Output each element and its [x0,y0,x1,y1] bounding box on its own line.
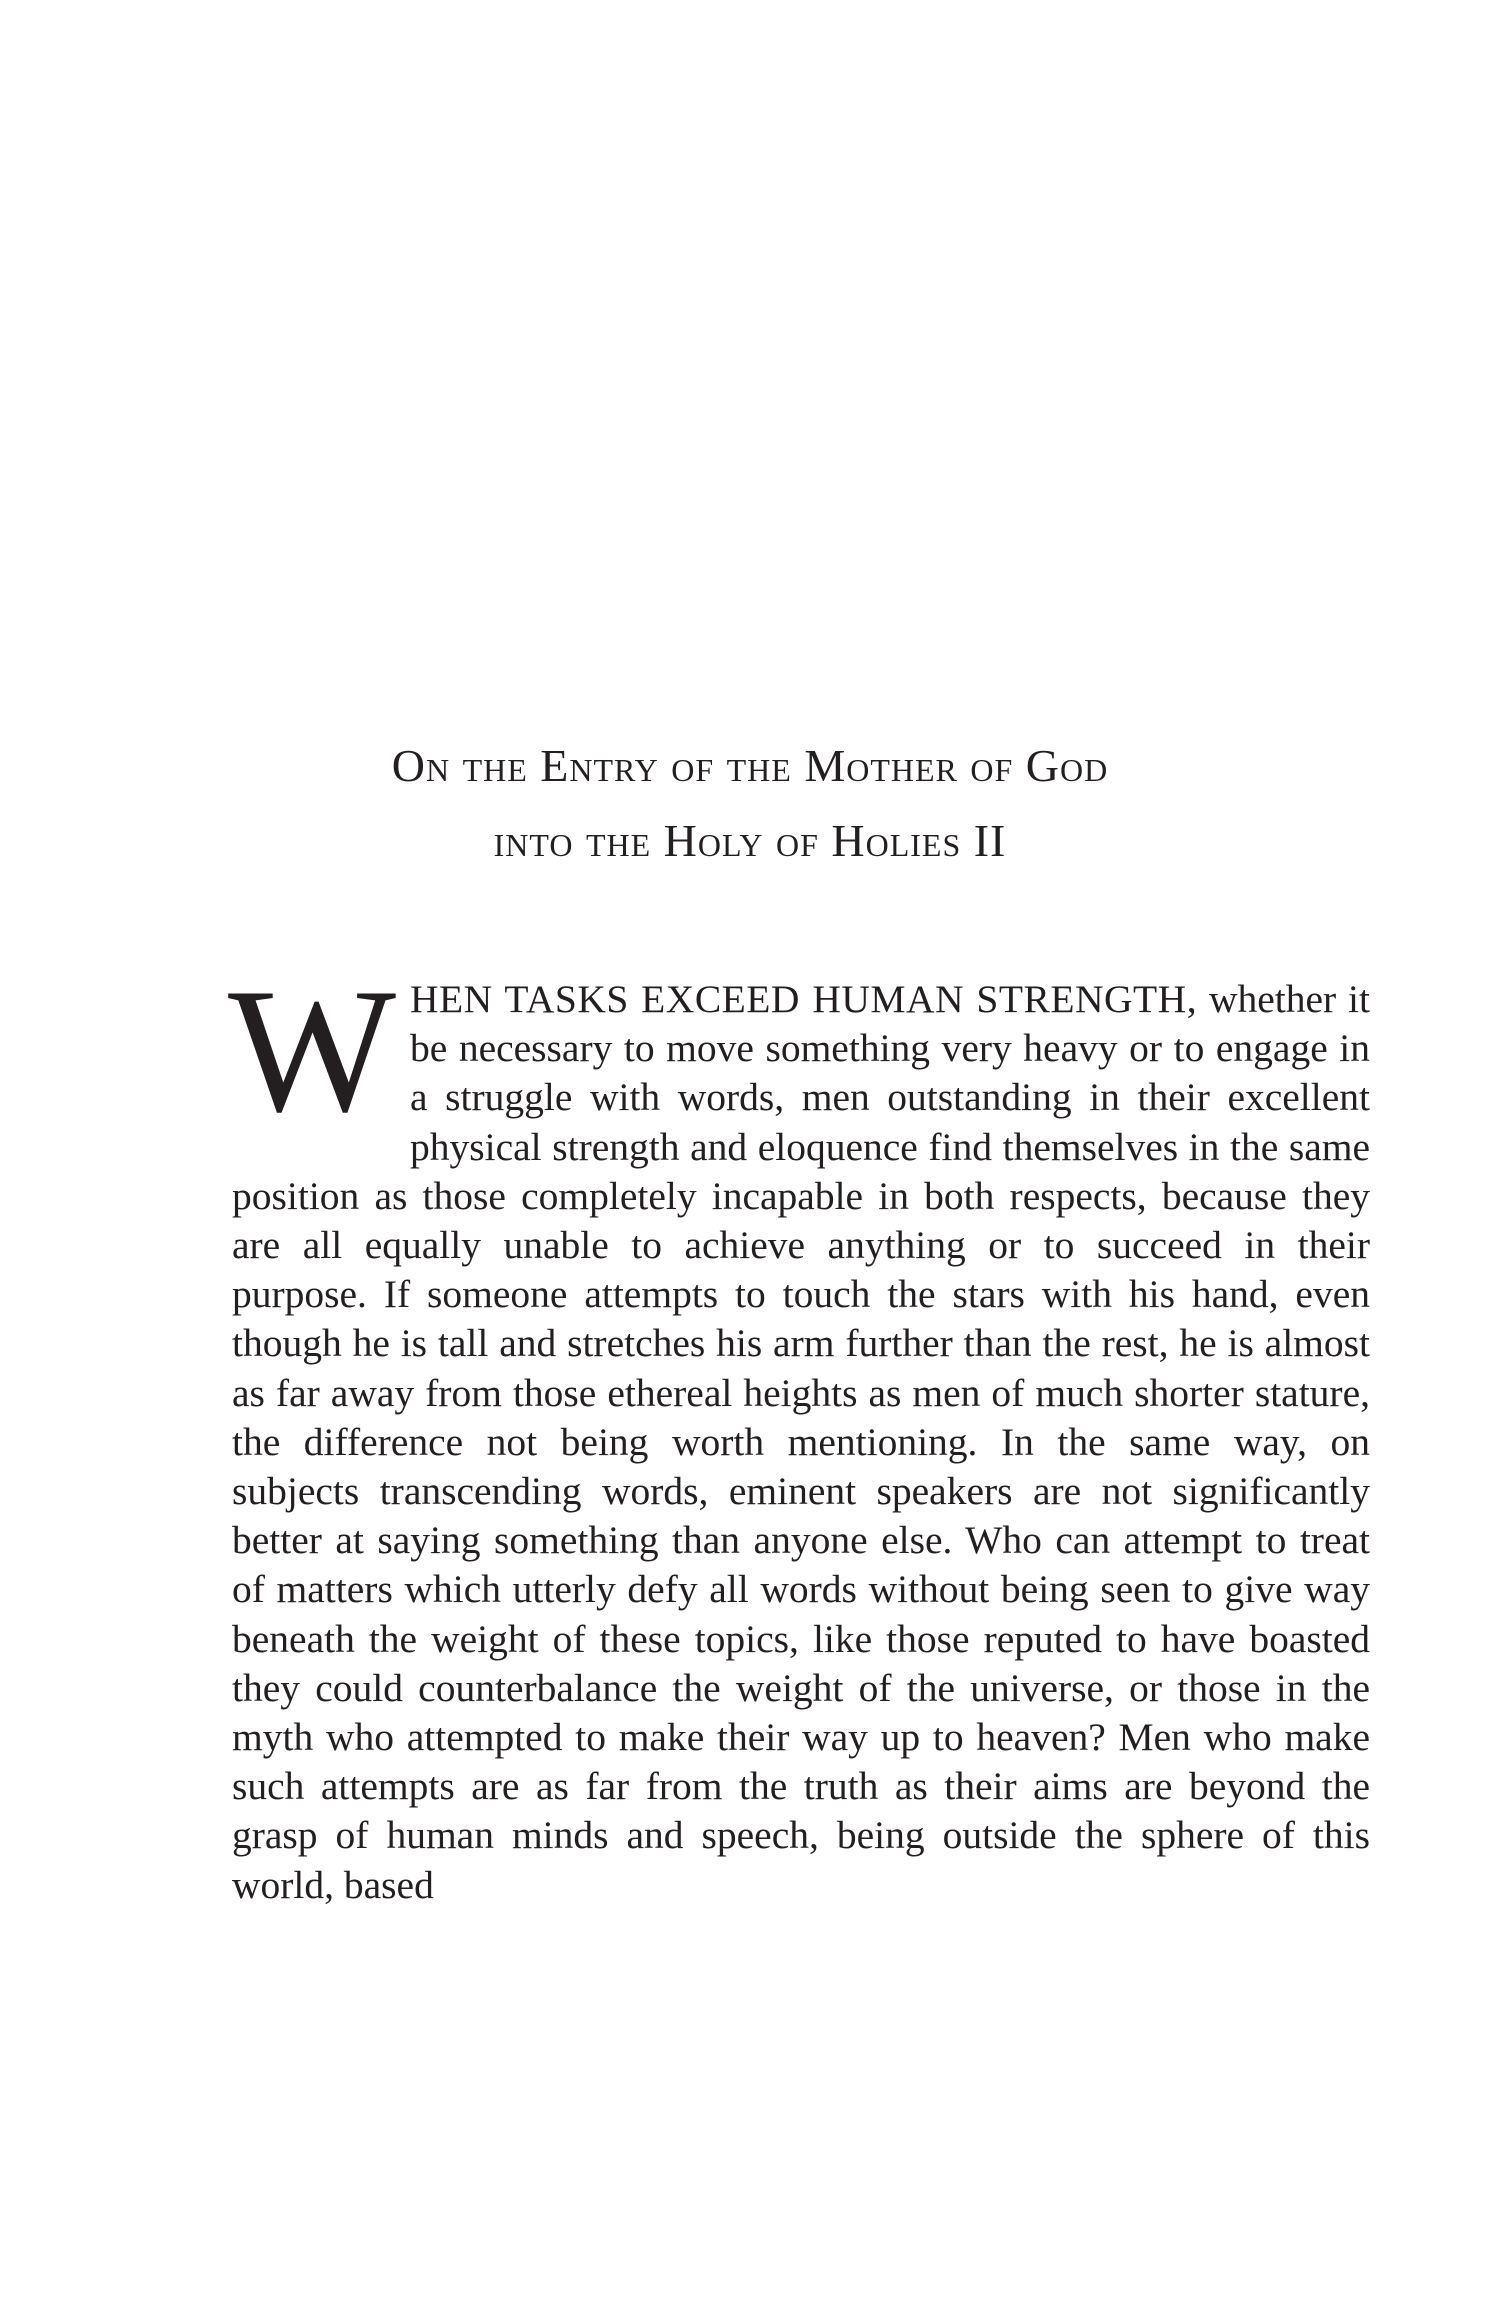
opening-paragraph [228,951,1371,1910]
drop-cap: W [228,951,397,1149]
lead-in-small-caps: HEN TASKS EXCEED HUMAN STRENGTH, [410,977,1198,1021]
paragraph-text: whether it be necessary to move something very heavy or to engage in a struggle with words, men outstanding in their excellent physical strength and eloquence find themselves in the same position as those completely incapable in both respects, because they are all equally unable to achieve anything or to succeed in their purpose. If someone attempts to touch the stars with his hand, even though he is tall and stretches his arm further than the rest, he is almost as far away from those ethereal heights as men of much shorter stature, the difference not being worth mentioning. In the same way, on subjects transcending words, eminent speakers are not significantly better at saying something than anyone else. Who can attempt to treat of matters which utterly defy all words without being seen to give way beneath the weight of these topics, like those reputed to have boasted they could counterbalance the weight of the universe, or those in the myth who attempted to make their way up to heaven? Men who make such attempts are as far from the truth as their aims are beyond the grasp of human minds and speech, being outside the sphere of this world, based [232,977,1371,1907]
body-text [228,951,1371,1910]
chapter-title-line-1: On the Entry of the Mother of God [391,740,1109,791]
chapter-title-line-2: into the Holy of Holies II [493,815,1007,866]
